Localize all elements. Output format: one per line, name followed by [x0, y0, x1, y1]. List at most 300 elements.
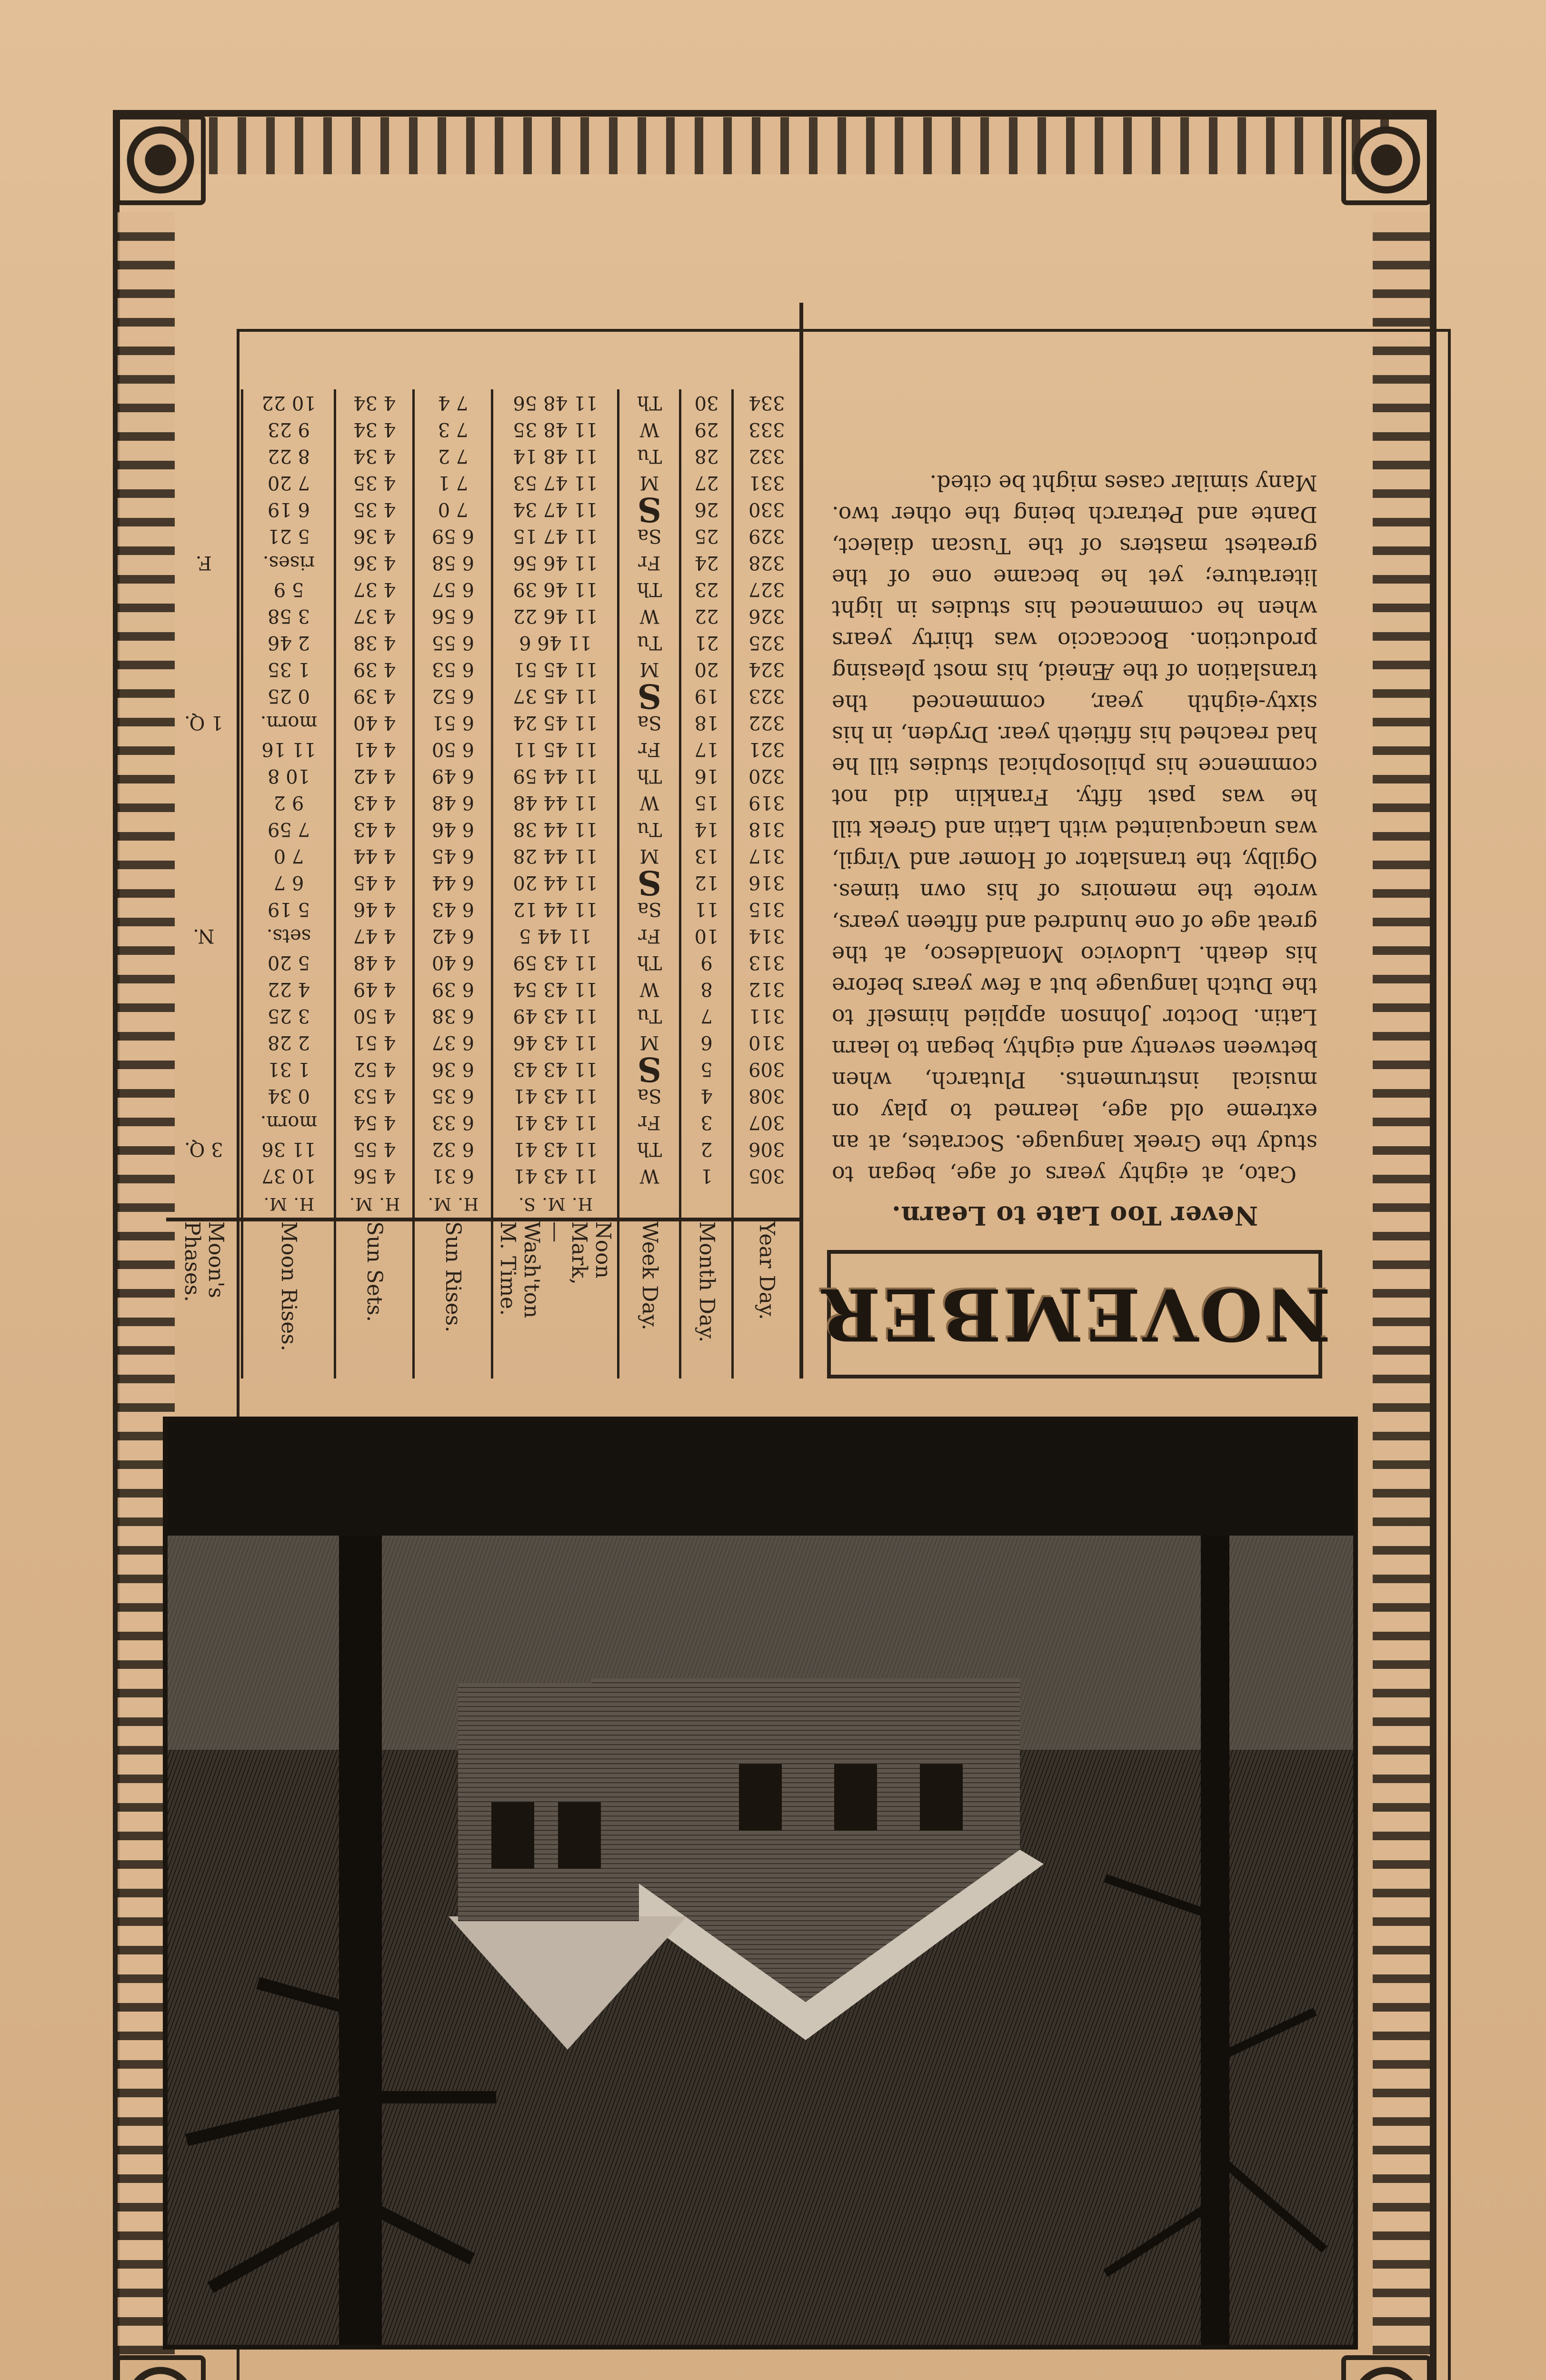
table-row — [166, 549, 799, 576]
table-cell: 4 44 — [335, 843, 414, 869]
table-cell: 11 43 41 — [492, 1162, 618, 1189]
table-cell: 6 45 — [414, 843, 492, 869]
table-cell: 7 3 — [414, 416, 492, 443]
table-cell: 2 28 — [242, 1029, 335, 1056]
table-cell: 326 — [733, 603, 799, 629]
table-cell: 7 2 — [414, 443, 492, 469]
table-cell — [166, 843, 242, 869]
table-cell: 7 59 — [242, 816, 335, 843]
table-cell: 5 21 — [242, 523, 335, 549]
table-cell: 4 45 — [335, 869, 414, 896]
table-cell: 4 36 — [335, 549, 414, 576]
table-cell: 6 51 — [414, 709, 492, 736]
table-row — [166, 416, 799, 443]
table-cell: 308 — [733, 1082, 799, 1109]
table-cell — [166, 1082, 242, 1109]
unit-cell: H. M. — [414, 1189, 492, 1220]
table-row — [166, 629, 799, 656]
table-cell: 3 25 — [242, 1002, 335, 1029]
table-cell — [166, 656, 242, 683]
col-sun-rises: Sun Rises. — [414, 1220, 492, 1378]
table-cell: M — [618, 1029, 680, 1056]
table-cell: 24 — [680, 549, 733, 576]
month-title: NOVEMBER — [818, 1272, 1331, 1356]
table-cell: 28 — [680, 443, 733, 469]
table-cell: 6 35 — [414, 1082, 492, 1109]
table-cell: 6 40 — [414, 949, 492, 976]
table-cell — [166, 469, 242, 496]
table-row — [166, 1109, 799, 1136]
table-cell: sets. — [242, 922, 335, 949]
col-sun-sets: Sun Sets. — [335, 1220, 414, 1378]
table-cell: 11 43 41 — [492, 1109, 618, 1136]
table-cell: W — [618, 976, 680, 1002]
table-cell: 8 — [680, 976, 733, 1002]
table-cell: 310 — [733, 1029, 799, 1056]
table-cell: 321 — [733, 736, 799, 763]
table-row — [166, 976, 799, 1002]
table-cell: 11 45 37 — [492, 683, 618, 709]
table-cell: 4 41 — [335, 736, 414, 763]
table-cell: 15 — [680, 789, 733, 816]
table-cell: 3 58 — [242, 603, 335, 629]
table-cell — [166, 736, 242, 763]
table-cell: 11 44 12 — [492, 896, 618, 922]
table-cell: 6 19 — [242, 496, 335, 523]
table-cell: 6 49 — [414, 763, 492, 789]
table-cell: rises. — [242, 549, 335, 576]
table-row — [166, 763, 799, 789]
table-cell: 7 1 — [414, 469, 492, 496]
table-cell — [166, 683, 242, 709]
table-cell: 5 20 — [242, 949, 335, 976]
table-row — [166, 469, 799, 496]
table-cell: 6 59 — [414, 523, 492, 549]
table-cell — [166, 629, 242, 656]
table-cell: 316 — [733, 869, 799, 896]
table-cell: 6 32 — [414, 1136, 492, 1162]
table-cell: 4 56 — [335, 1162, 414, 1189]
table-cell: 11 44 48 — [492, 789, 618, 816]
table-cell: 2 — [680, 1136, 733, 1162]
table-cell: 312 — [733, 976, 799, 1002]
table-row — [166, 922, 799, 949]
table-cell: 11 16 — [242, 736, 335, 763]
table-cell: 4 42 — [335, 763, 414, 789]
header-row — [166, 1220, 799, 1378]
corner-ornament — [115, 2355, 206, 2380]
table-cell: 6 37 — [414, 1029, 492, 1056]
table-cell: 3 Q. — [184, 1138, 223, 1160]
unit-cell — [680, 1189, 733, 1220]
table-cell: Th — [618, 763, 680, 789]
table-cell: 329 — [733, 523, 799, 549]
table-cell: 7 0 — [414, 496, 492, 523]
table-cell: Th — [618, 576, 680, 603]
table-cell: 320 — [733, 763, 799, 789]
table-cell: Fr — [618, 922, 680, 949]
table-cell: 4 55 — [335, 1136, 414, 1162]
table-cell: 11 43 59 — [492, 949, 618, 976]
table-cell: 14 — [680, 816, 733, 843]
table-cell: M — [618, 656, 680, 683]
table-row — [166, 709, 799, 736]
units-row — [166, 1189, 799, 1220]
table-row — [166, 1136, 799, 1162]
table-row — [166, 576, 799, 603]
table-cell: 11 48 14 — [492, 443, 618, 469]
table-cell: 4 37 — [335, 576, 414, 603]
table-cell: 6 48 — [414, 789, 492, 816]
table-cell: Tu — [618, 443, 680, 469]
table-cell: Th — [618, 389, 680, 416]
table-cell: 26 — [680, 496, 733, 523]
table-cell: 4 53 — [335, 1082, 414, 1109]
article-heading: Never Too Late to Learn. — [891, 1200, 1258, 1231]
table-cell: 0 34 — [242, 1082, 335, 1109]
table-cell: 4 38 — [335, 629, 414, 656]
table-cell: 5 19 — [242, 896, 335, 922]
table-cell: 334 — [733, 389, 799, 416]
table-cell: 1 Q. — [184, 712, 223, 734]
corner-ornament — [1341, 115, 1432, 205]
table-cell: 7 — [680, 1002, 733, 1029]
unit-cell — [733, 1189, 799, 1220]
table-cell — [166, 389, 242, 416]
table-cell: 11 44 59 — [492, 763, 618, 789]
table-cell — [166, 1029, 242, 1056]
table-cell: 6 46 — [414, 816, 492, 843]
table-cell: 0 25 — [242, 683, 335, 709]
table-cell: 4 48 — [335, 949, 414, 976]
table-cell: 6 53 — [414, 656, 492, 683]
table-cell: 6 57 — [414, 576, 492, 603]
col-week-day: Week Day. — [618, 1220, 680, 1378]
table-cell — [166, 603, 242, 629]
table-cell: S — [618, 869, 680, 896]
table-cell: Fr — [618, 549, 680, 576]
table-cell: 11 43 49 — [492, 1002, 618, 1029]
col-moon-phases: Moon's Phases. — [166, 1220, 242, 1378]
table-cell — [166, 1056, 242, 1082]
table-cell: 4 36 — [335, 523, 414, 549]
table-cell — [166, 869, 242, 896]
engraving-art — [168, 1421, 1353, 2345]
table-cell: 311 — [733, 1002, 799, 1029]
table-cell: 4 34 — [335, 389, 414, 416]
table-cell: M — [618, 843, 680, 869]
table-cell: 11 47 53 — [492, 469, 618, 496]
table-cell: 11 44 38 — [492, 816, 618, 843]
table-cell: 1 31 — [242, 1056, 335, 1082]
table-cell: 4 52 — [335, 1056, 414, 1082]
table-cell: 11 45 51 — [492, 656, 618, 683]
table-cell: 325 — [733, 629, 799, 656]
table-cell: 5 — [680, 1056, 733, 1082]
table-cell: 4 34 — [335, 443, 414, 469]
unit-cell: H. M. S. — [492, 1189, 618, 1220]
table-cell: 16 — [680, 763, 733, 789]
table-cell: 1 35 — [242, 656, 335, 683]
table-cell: 324 — [733, 656, 799, 683]
table-cell: Th — [618, 1136, 680, 1162]
calendar-table — [166, 389, 799, 1378]
table-cell: 4 50 — [335, 1002, 414, 1029]
article — [827, 307, 1322, 1236]
table-cell: 327 — [733, 576, 799, 603]
table-cell: 11 43 43 — [492, 1056, 618, 1082]
col-noon-mark: Noon Mark, — Wash'ton M. Time. — [492, 1220, 618, 1378]
table-cell: 323 — [733, 683, 799, 709]
table-cell: 313 — [733, 949, 799, 976]
table-row — [166, 496, 799, 523]
table-cell: 3 — [680, 1109, 733, 1136]
month-banner — [818, 1250, 1331, 1378]
table-cell — [166, 1002, 242, 1029]
table-cell: 332 — [733, 443, 799, 469]
table-row — [166, 1002, 799, 1029]
article-body: Cato, at eighty years of age, began to study the Greek language. Socrates, at an extreme old age, learned to play on musical instruments. Plutarch, when between seventy and eighty, began to learn Latin. Doctor Johnson applied himself to the Dutch language but a few years before his death. Ludovico Monaldesco, at the great age of one hundred and fifteen years, wrote the memoirs of his own times. Ogilby, the translator of Homer and Virgil, was unacquainted with Latin and Greek till he was past fifty. Franklin did not commence his philosophical studies till he had reached his fiftieth year. Dryden, in his sixty-eighth year, commenced the translation of the Æneid, his most pleasing production. Boccaccio was thirty years when he commenced his studies in light literature; yet he became one of the greatest masters of the Tuscan dialect, Dante and Petrarch being the other two. Many similar cases might be cited. — [832, 470, 1317, 1187]
table-row — [166, 389, 799, 416]
table-cell: 315 — [733, 896, 799, 922]
table-cell: 25 — [680, 523, 733, 549]
table-cell: 19 — [680, 683, 733, 709]
table-cell: 11 47 34 — [492, 496, 618, 523]
table-cell: Fr — [618, 1109, 680, 1136]
table-cell — [166, 496, 242, 523]
unit-cell — [618, 1189, 680, 1220]
table-row — [166, 896, 799, 922]
table-cell: 6 55 — [414, 629, 492, 656]
table-cell: 6 33 — [414, 1109, 492, 1136]
table-cell: Sa — [618, 896, 680, 922]
table-cell: 11 46 39 — [492, 576, 618, 603]
table-cell: 6 58 — [414, 549, 492, 576]
table-row — [166, 843, 799, 869]
table-cell: 6 7 — [242, 869, 335, 896]
table-cell: 4 34 — [335, 416, 414, 443]
table-cell: 314 — [733, 922, 799, 949]
table-cell — [166, 523, 242, 549]
table-cell: S — [618, 1056, 680, 1082]
table-cell: 6 50 — [414, 736, 492, 763]
table-cell: 10 37 — [242, 1162, 335, 1189]
table-cell: 6 43 — [414, 896, 492, 922]
table-cell: 4 51 — [335, 1029, 414, 1056]
table-cell: 6 44 — [414, 869, 492, 896]
table-cell: 13 — [680, 843, 733, 869]
table-cell: morn. — [242, 709, 335, 736]
table-cell: 4 35 — [335, 496, 414, 523]
table-cell: 8 22 — [242, 443, 335, 469]
table-row — [166, 443, 799, 469]
table-cell: 9 23 — [242, 416, 335, 443]
table-cell: 319 — [733, 789, 799, 816]
unit-cell — [166, 1189, 242, 1220]
table-cell — [166, 1109, 242, 1136]
table-cell — [166, 896, 242, 922]
table-cell — [166, 1162, 242, 1189]
table-cell: Sa — [618, 709, 680, 736]
table-cell: 4 43 — [335, 816, 414, 843]
table-row — [166, 949, 799, 976]
table-cell: W — [618, 1162, 680, 1189]
table-cell: 17 — [680, 736, 733, 763]
table-cell: W — [618, 603, 680, 629]
table-cell: 20 — [680, 656, 733, 683]
table-row — [166, 1029, 799, 1056]
calendar-table-wrap — [170, 303, 803, 1378]
table-cell: 12 — [680, 869, 733, 896]
table-cell: 318 — [733, 816, 799, 843]
table-cell: 331 — [733, 469, 799, 496]
table-cell: 11 45 11 — [492, 736, 618, 763]
table-cell — [166, 816, 242, 843]
table-cell: 4 22 — [242, 976, 335, 1002]
table-cell: 10 22 — [242, 389, 335, 416]
col-month-day: Month Day. — [680, 1220, 733, 1378]
table-cell: 7 20 — [242, 469, 335, 496]
table-cell: 11 47 15 — [492, 523, 618, 549]
table-cell: F. — [195, 552, 212, 574]
table-cell: 11 45 24 — [492, 709, 618, 736]
table-cell: 4 43 — [335, 789, 414, 816]
table-cell: 7 0 — [242, 843, 335, 869]
table-cell: 21 — [680, 629, 733, 656]
table-row — [166, 603, 799, 629]
table-cell: 6 39 — [414, 976, 492, 1002]
col-year-day: Year Day. — [733, 1220, 799, 1378]
table-row — [166, 869, 799, 896]
table-cell: 5 9 — [242, 576, 335, 603]
table-row — [166, 816, 799, 843]
table-cell: 4 39 — [335, 656, 414, 683]
table-cell: 4 54 — [335, 1109, 414, 1136]
table-row — [166, 736, 799, 763]
table-body — [166, 389, 799, 1220]
table-cell: 11 44 20 — [492, 869, 618, 896]
table-cell: 309 — [733, 1056, 799, 1082]
table-cell: 4 — [680, 1082, 733, 1109]
table-row — [166, 1162, 799, 1189]
table-cell: S — [618, 496, 680, 523]
table-cell: 6 52 — [414, 683, 492, 709]
table-cell: 11 43 41 — [492, 1082, 618, 1109]
table-cell: 6 56 — [414, 603, 492, 629]
unit-cell: H. M. — [242, 1189, 335, 1220]
table-cell — [166, 949, 242, 976]
table-cell: 11 44 28 — [492, 843, 618, 869]
table-cell: 10 — [680, 922, 733, 949]
table-cell: 11 46 22 — [492, 603, 618, 629]
table-cell: 11 36 — [242, 1136, 335, 1162]
table-row — [166, 1082, 799, 1109]
table-cell: 2 46 — [242, 629, 335, 656]
table-row — [166, 683, 799, 709]
col-moon-rises: Moon Rises. — [242, 1220, 335, 1378]
table-cell: 322 — [733, 709, 799, 736]
table-cell: 6 42 — [414, 922, 492, 949]
table-row — [166, 1056, 799, 1082]
table-cell: 29 — [680, 416, 733, 443]
table-cell: M — [618, 469, 680, 496]
table-cell — [166, 416, 242, 443]
table-cell: 305 — [733, 1162, 799, 1189]
table-cell: W — [618, 789, 680, 816]
table-cell: 4 39 — [335, 683, 414, 709]
table-cell: 18 — [680, 709, 733, 736]
table-cell: 11 46 56 — [492, 549, 618, 576]
table-cell — [166, 576, 242, 603]
table-cell — [166, 763, 242, 789]
table-cell: 6 31 — [414, 1162, 492, 1189]
table-cell: 6 38 — [414, 1002, 492, 1029]
table-cell: 330 — [733, 496, 799, 523]
table-cell: Th — [618, 949, 680, 976]
table-row — [166, 523, 799, 549]
table-cell: 307 — [733, 1109, 799, 1136]
table-cell: 23 — [680, 576, 733, 603]
table-cell: 11 43 46 — [492, 1029, 618, 1056]
unit-cell: H. M. — [335, 1189, 414, 1220]
table-cell: 333 — [733, 416, 799, 443]
table-cell: Tu — [618, 816, 680, 843]
table-cell: N. — [193, 925, 215, 947]
table-cell: Sa — [618, 523, 680, 549]
border-band-bottom — [160, 117, 1389, 174]
table-cell: 11 48 35 — [492, 416, 618, 443]
table-cell: 7 4 — [414, 389, 492, 416]
table-cell: 4 47 — [335, 922, 414, 949]
table-cell: 4 46 — [335, 896, 414, 922]
table-cell: Fr — [618, 736, 680, 763]
table-cell: 11 43 41 — [492, 1136, 618, 1162]
table-cell: 10 8 — [242, 763, 335, 789]
table-cell: morn. — [242, 1109, 335, 1136]
table-cell: 11 43 54 — [492, 976, 618, 1002]
table-cell: 6 36 — [414, 1056, 492, 1082]
table-cell: 9 2 — [242, 789, 335, 816]
table-cell: 4 37 — [335, 603, 414, 629]
winter-house-engraving — [163, 1417, 1358, 2350]
table-cell: W — [618, 416, 680, 443]
table-row — [166, 656, 799, 683]
table-cell: Tu — [618, 1002, 680, 1029]
table-cell: 11 46 6 — [492, 629, 618, 656]
table-cell: 11 — [680, 896, 733, 922]
table-cell: S — [618, 683, 680, 709]
table-cell: 22 — [680, 603, 733, 629]
table-cell: 328 — [733, 549, 799, 576]
table-row — [166, 789, 799, 816]
table-cell: 9 — [680, 949, 733, 976]
table-cell: 11 44 5 — [492, 922, 618, 949]
table-cell: 4 35 — [335, 469, 414, 496]
table-cell — [166, 443, 242, 469]
table-cell: 6 — [680, 1029, 733, 1056]
table-cell: 306 — [733, 1136, 799, 1162]
table-cell: Tu — [618, 629, 680, 656]
table-cell: Sa — [618, 1082, 680, 1109]
table-cell — [166, 976, 242, 1002]
corner-ornament — [115, 115, 206, 205]
table-cell: 317 — [733, 843, 799, 869]
table-cell: 11 48 56 — [492, 389, 618, 416]
table-cell: 4 49 — [335, 976, 414, 1002]
table-cell: 27 — [680, 469, 733, 496]
table-cell: 1 — [680, 1162, 733, 1189]
table-cell — [166, 789, 242, 816]
